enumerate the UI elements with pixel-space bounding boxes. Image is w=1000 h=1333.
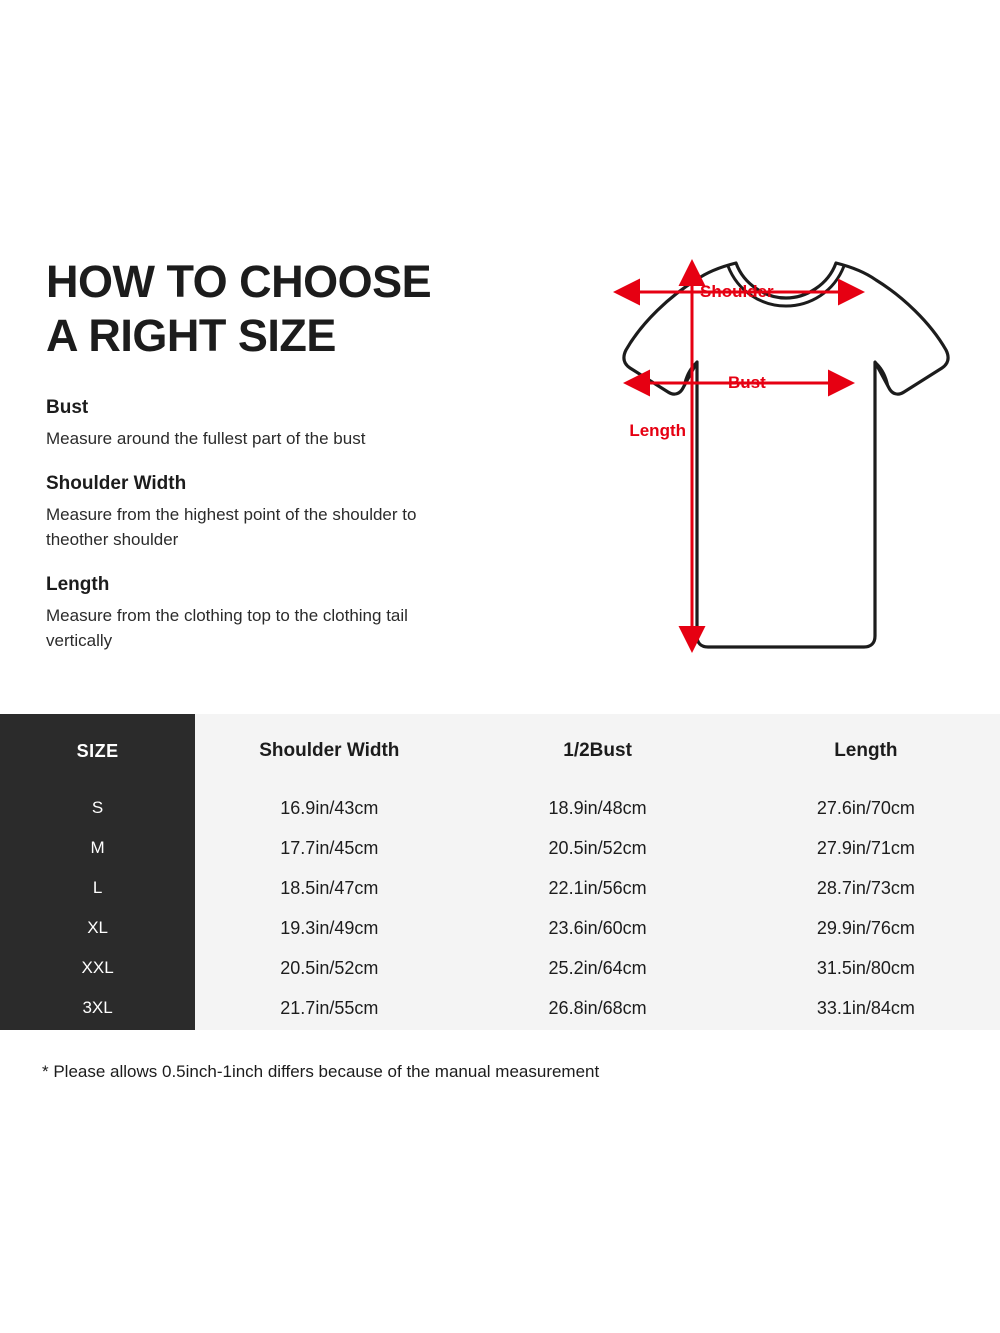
definition-term: Shoulder Width bbox=[46, 473, 187, 494]
page-title bbox=[46, 255, 496, 363]
cell-shoulder-width: 19.3in/49cm bbox=[280, 917, 379, 938]
cell-length: 28.7in/73cm bbox=[816, 877, 915, 898]
definition-length bbox=[46, 574, 496, 653]
cell-half-bust: 20.5in/52cm bbox=[548, 837, 647, 858]
cell-length: 33.1in/84cm bbox=[816, 997, 915, 1018]
cell-shoulder-width: 17.7in/45cm bbox=[280, 837, 379, 858]
cell-length: 27.9in/71cm bbox=[816, 837, 915, 858]
cell-size: XL bbox=[87, 918, 108, 937]
cell-size: 3XL bbox=[82, 998, 113, 1017]
cell-size: S bbox=[91, 798, 104, 817]
cell-shoulder-width: 20.5in/52cm bbox=[280, 957, 379, 978]
table-row bbox=[0, 988, 1000, 1028]
tshirt-outline bbox=[624, 263, 948, 647]
definition-description: Measure from the highest point of the shoulder to theother shoulder bbox=[46, 505, 417, 549]
page-title-line-1: HOW TO CHOOSE bbox=[46, 256, 432, 307]
column-header-half-bust: 1/2Bust bbox=[563, 740, 632, 761]
cell-size: L bbox=[92, 878, 103, 897]
cell-shoulder-width: 16.9in/43cm bbox=[280, 797, 379, 818]
table-header-row bbox=[0, 714, 1000, 788]
table-row bbox=[0, 868, 1000, 908]
cell-half-bust: 26.8in/68cm bbox=[548, 997, 647, 1018]
cell-shoulder-width: 21.7in/55cm bbox=[280, 997, 379, 1018]
cell-length: 27.6in/70cm bbox=[816, 797, 915, 818]
table-row bbox=[0, 908, 1000, 948]
table-row bbox=[0, 948, 1000, 988]
tshirt-measurement-diagram bbox=[500, 240, 970, 690]
cell-half-bust: 25.2in/64cm bbox=[548, 957, 647, 978]
cell-size: M bbox=[90, 838, 105, 857]
cell-length: 31.5in/80cm bbox=[816, 957, 915, 978]
size-chart-table bbox=[0, 714, 1000, 1028]
instructions-column bbox=[46, 255, 496, 675]
cell-shoulder-width: 18.5in/47cm bbox=[280, 877, 379, 898]
definition-shoulder-width bbox=[46, 473, 496, 552]
length-label: Length bbox=[629, 421, 686, 440]
size-chart-table-container bbox=[0, 714, 1000, 1030]
cell-half-bust: 23.6in/60cm bbox=[548, 917, 647, 938]
cell-size: XXL bbox=[81, 958, 114, 977]
page-title-line-2: A RIGHT SIZE bbox=[46, 310, 336, 361]
definition-term: Bust bbox=[46, 397, 89, 418]
measurement-disclaimer: * Please allows 0.5inch-1inch differs because of the manual measurement bbox=[42, 1062, 600, 1081]
table-row bbox=[0, 788, 1000, 828]
column-header-size: SIZE bbox=[76, 740, 119, 761]
column-header-length: Length bbox=[834, 740, 898, 761]
cell-half-bust: 22.1in/56cm bbox=[548, 877, 647, 898]
bust-label: Bust bbox=[728, 373, 766, 392]
definition-description: Measure from the clothing top to the clothing tail vertically bbox=[46, 606, 408, 650]
cell-length: 29.9in/76cm bbox=[816, 917, 915, 938]
cell-half-bust: 18.9in/48cm bbox=[548, 797, 647, 818]
table-row bbox=[0, 828, 1000, 868]
definition-bust bbox=[46, 397, 496, 451]
definition-description: Measure around the fullest part of the bust bbox=[46, 429, 366, 448]
column-header-shoulder-width: Shoulder Width bbox=[259, 740, 400, 761]
definition-term: Length bbox=[46, 574, 110, 595]
shoulder-label: Shoulder bbox=[700, 282, 774, 301]
